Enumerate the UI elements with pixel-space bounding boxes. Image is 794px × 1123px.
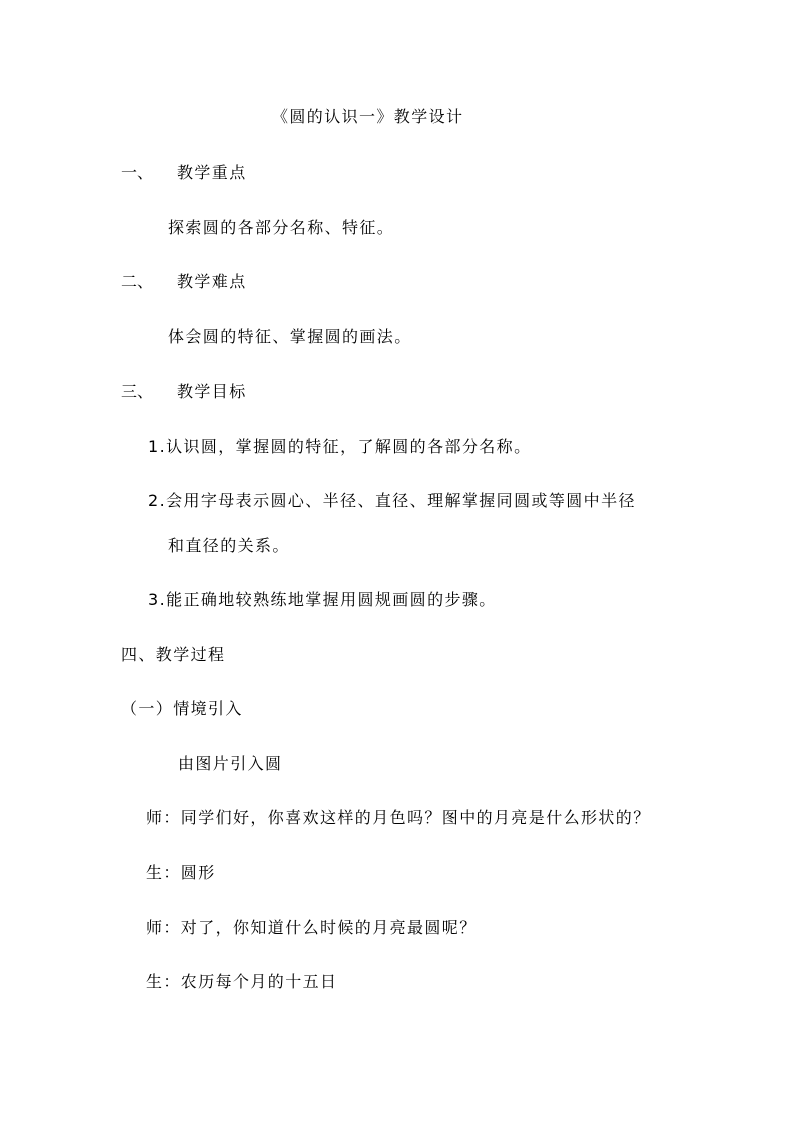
section-1-number: 一、 <box>121 163 154 182</box>
dialogue-line-1: 师：同学们好，你喜欢这样的月色吗？图中的月亮是什么形状的？ <box>146 808 651 827</box>
section-2-heading: 教学难点 <box>177 272 247 291</box>
section-2-number: 二、 <box>121 272 154 291</box>
dialogue-line-2: 生：圆形 <box>146 863 216 882</box>
section-1-heading: 教学重点 <box>177 163 247 182</box>
process-intro: 由图片引入圆 <box>178 754 283 773</box>
document-title: 《圆的认识一》教学设计 <box>272 107 464 126</box>
section-2-body: 体会圆的特征、掌握圆的画法。 <box>168 327 412 346</box>
objective-2-continued: 和直径的关系。 <box>168 536 290 555</box>
process-heading: 四、教学过程 <box>121 645 226 664</box>
process-subheading: （一）情境引入 <box>121 699 243 718</box>
dialogue-line-4: 生：农历每个月的十五日 <box>146 972 338 991</box>
section-3-number: 三、 <box>121 382 154 401</box>
section-3-heading: 教学目标 <box>177 382 247 401</box>
objective-2: 2.会用字母表示圆心、半径、直径、理解掌握同圆或等圆中半径 <box>148 491 636 510</box>
objective-1: 1.认识圆，掌握圆的特征，了解圆的各部分名称。 <box>148 437 532 456</box>
section-1-body: 探索圆的各部分名称、特征。 <box>168 218 395 237</box>
objective-3: 3.能正确地较熟练地掌握用圆规画圆的步骤。 <box>148 590 497 609</box>
dialogue-line-3: 师：对了，你知道什么时候的月亮最圆呢？ <box>146 918 477 937</box>
